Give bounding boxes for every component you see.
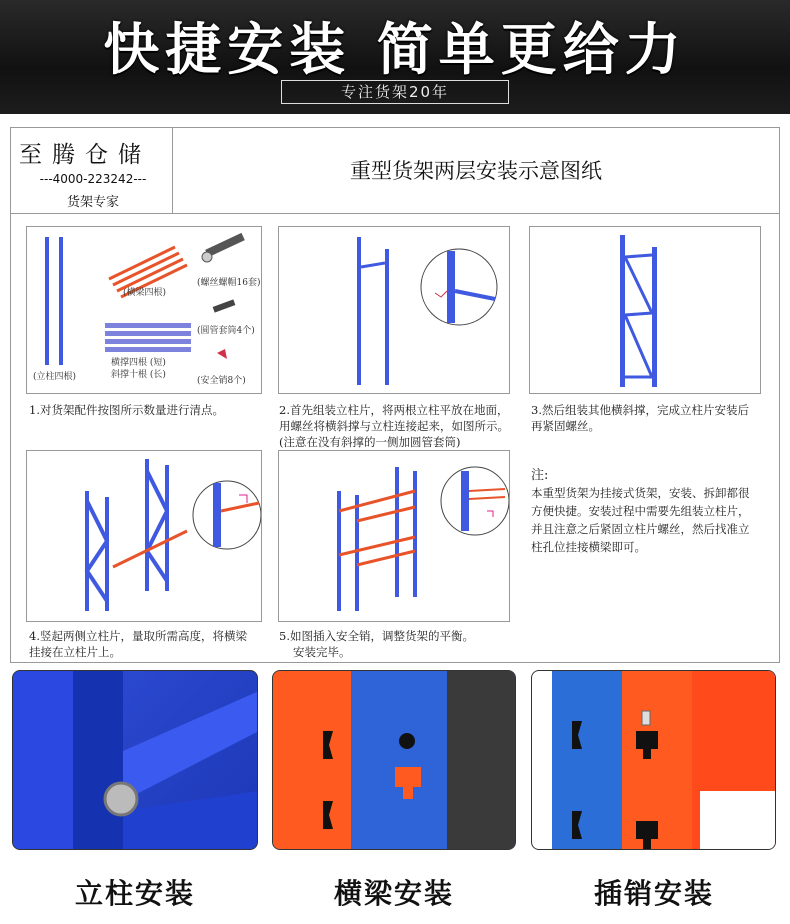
- beams-label: (横梁四根): [123, 288, 167, 298]
- sheet-title: 重型货架两层安装示意图纸: [173, 128, 779, 214]
- note-line: 本重型货架为挂接式货架，安装、拆卸都很: [531, 486, 750, 500]
- pin-photo: [531, 670, 776, 850]
- step2-illustration: [279, 227, 509, 393]
- step5-illustration: [279, 451, 509, 621]
- pin-icon: [217, 349, 227, 359]
- step2-line2: 用螺丝将横斜撑与立柱连接起来，如图所示。: [279, 419, 509, 433]
- sleeve-icon: [213, 299, 236, 312]
- bolts-label: (螺丝螺帽16套): [197, 278, 261, 288]
- pin-photo-art: [532, 671, 776, 850]
- company-phone: ---4000-223242---: [39, 172, 147, 186]
- parts-illustration: [27, 227, 261, 393]
- braces-short-label: 横撑四根 (短): [111, 358, 166, 368]
- step5-line1: 5.如图插入安全销，调整货架的平衡。: [279, 629, 474, 643]
- uprights-label: (立柱四根): [33, 372, 77, 382]
- step3-illustration: [530, 227, 760, 393]
- step5-line2: 安装完毕。: [293, 645, 351, 659]
- step3-line2: 再紧固螺丝。: [531, 419, 600, 433]
- beam-photo: [272, 670, 516, 850]
- step4-line1: 4.竖起两侧立柱片，量取所需高度，将横梁: [29, 629, 247, 643]
- company-name: 至腾仓储: [19, 142, 151, 168]
- braces-icon: [105, 323, 191, 352]
- upright-install-label: 立柱安装: [74, 877, 195, 910]
- step2-caption: [279, 402, 539, 450]
- step4-line2: 挂接在立柱片上。: [29, 645, 121, 659]
- step5-panel: [278, 450, 510, 622]
- step2-line1: 2.首先组装立柱片，将两根立柱平放在地面，: [279, 403, 509, 417]
- banner-subtitle: 专注货架20年: [281, 80, 509, 104]
- company-tagline: 货架专家: [66, 195, 119, 210]
- step4-illustration: [27, 451, 261, 621]
- bolts-icon: [202, 233, 245, 262]
- upright-photo-art: [13, 671, 258, 850]
- banner-title: 快捷安装 简单更给力: [103, 18, 687, 83]
- pin-install-label: 插销安装: [593, 877, 714, 910]
- parts-panel: [26, 226, 262, 394]
- step3-line1: 3.然后组装其他横斜撑，完成立柱片安装后: [531, 403, 749, 417]
- step2-line3: (注意在没有斜撑的一侧加圆管套筒): [279, 435, 461, 449]
- step2-panel: [278, 226, 510, 394]
- step4-panel: [26, 450, 262, 622]
- instruction-sheet: [10, 127, 780, 663]
- top-banner: [0, 0, 790, 114]
- upright-photo: [12, 670, 258, 850]
- note-line: 方便快捷。安装过程中需要先组装立柱片，: [531, 504, 750, 518]
- company-block: [11, 128, 173, 214]
- pins-label: (安全销8个): [197, 376, 246, 386]
- note-line: 并且注意之后紧固立柱片螺丝，然后找准立: [531, 522, 750, 536]
- sleeves-label: (圆管套筒4个): [197, 326, 255, 336]
- step5-caption: [279, 628, 529, 660]
- note-line: 柱孔位挂接横梁即可。: [531, 540, 646, 554]
- beam-photo-art: [273, 671, 516, 850]
- braces-long-label: 斜撑十根 (长): [111, 370, 166, 380]
- step1-caption: 1.对货架配件按图所示数量进行清点。: [29, 403, 224, 417]
- note-title: 注:: [531, 468, 549, 483]
- step3-panel: [529, 226, 761, 394]
- step3-caption: [531, 402, 781, 434]
- beam-install-label: 横梁安装: [333, 877, 454, 910]
- step4-caption: [29, 628, 279, 660]
- note-body: [531, 484, 771, 556]
